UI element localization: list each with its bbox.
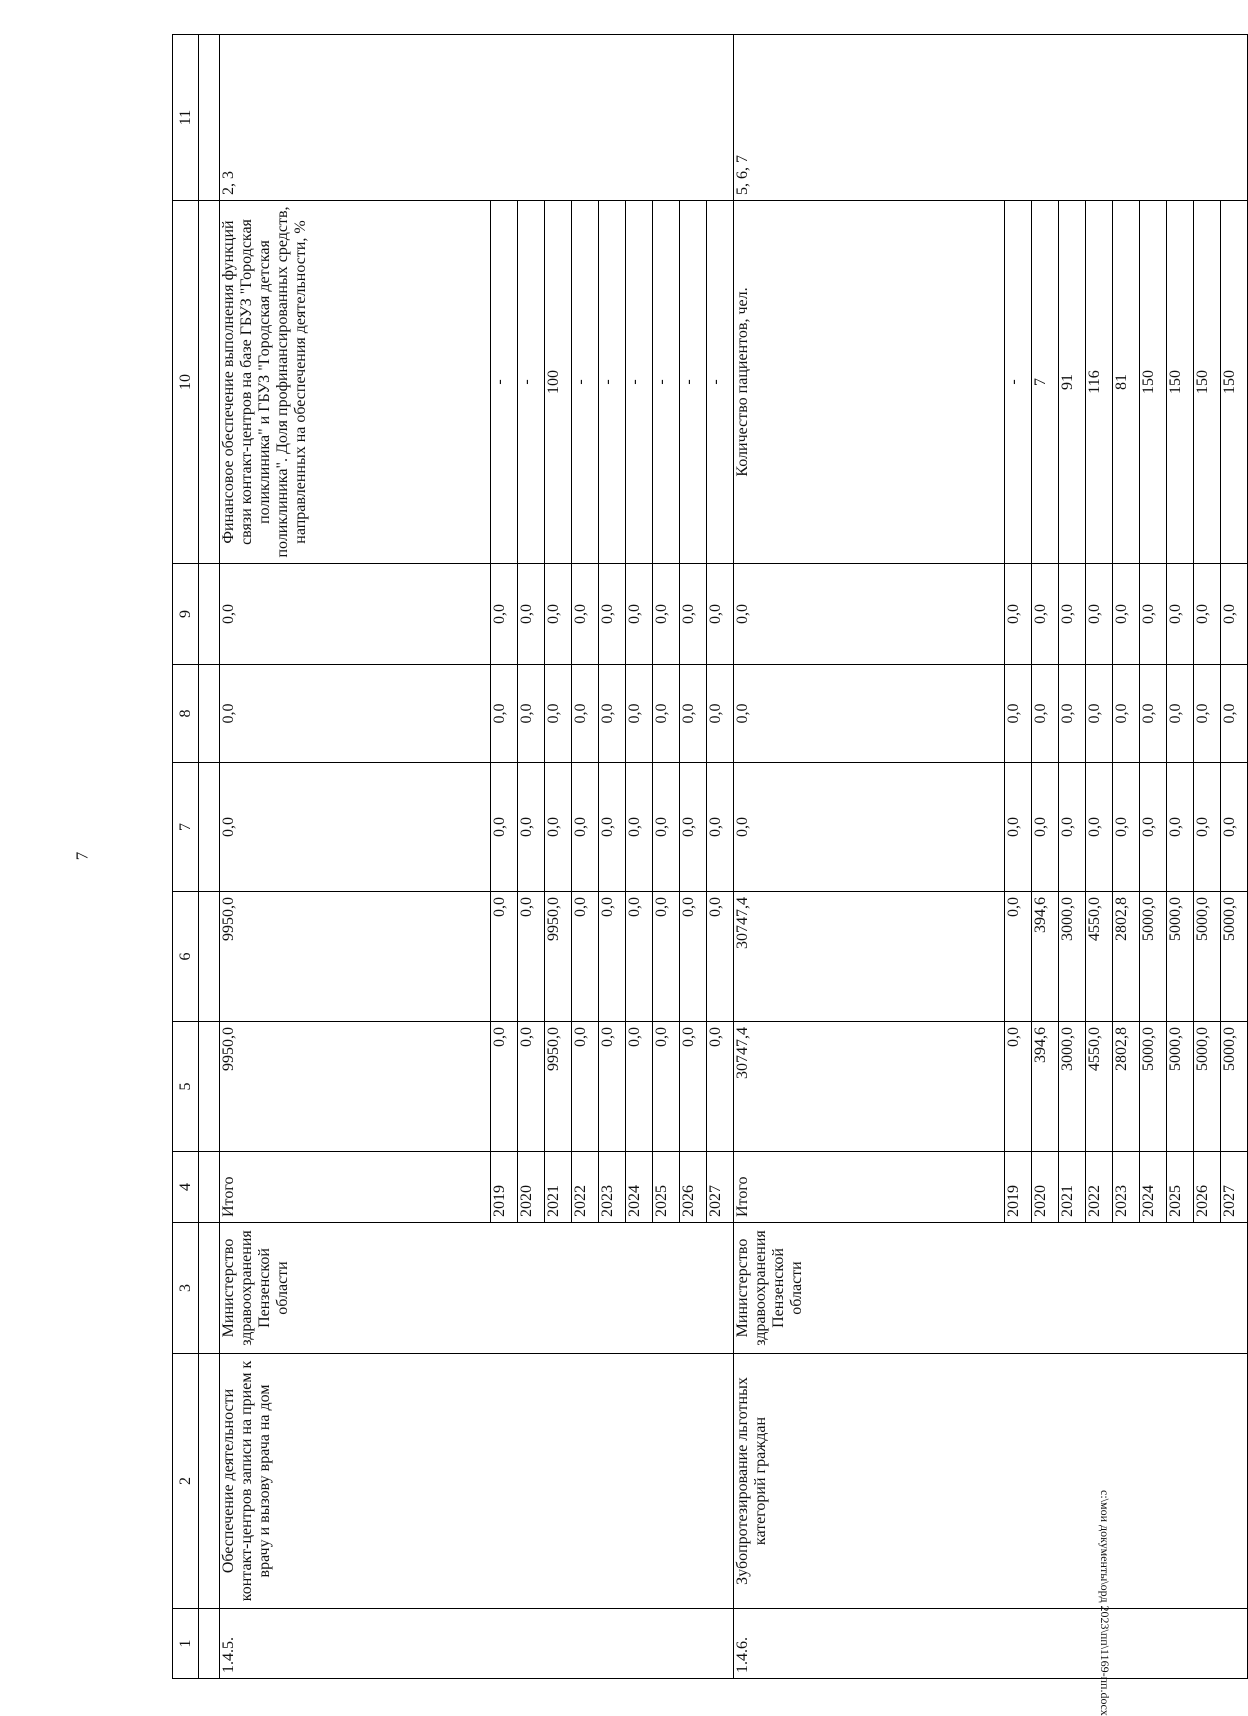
- spacer-cell: [199, 1223, 220, 1354]
- year-value: 0,0: [653, 665, 680, 763]
- indicator-value: -: [491, 201, 518, 564]
- header-cell: 1: [173, 1609, 199, 1679]
- header-cell: 10: [173, 201, 199, 564]
- measure-executor: Министерство здравоохранения Пензенской области: [220, 1223, 734, 1354]
- year-cell: 2019: [491, 1152, 518, 1223]
- year-value: 2802,8: [1113, 892, 1140, 1022]
- year-value: 0,0: [653, 1022, 680, 1152]
- year-cell: 2027: [1221, 1152, 1248, 1223]
- year-value: 0,0: [599, 892, 626, 1022]
- indicator-value: 150: [1194, 201, 1221, 564]
- year-value: 0,0: [1113, 665, 1140, 763]
- indicator-value: -: [653, 201, 680, 564]
- indicator-value: 116: [1086, 201, 1113, 564]
- year-value: 0,0: [572, 763, 599, 892]
- indicator-value: -: [572, 201, 599, 564]
- year-value: 0,0: [599, 763, 626, 892]
- total-value: 0,0: [734, 665, 1005, 763]
- total-label: Итого: [220, 1152, 491, 1223]
- year-value: 0,0: [1086, 564, 1113, 665]
- year-value: 0,0: [1032, 564, 1059, 665]
- year-value: 0,0: [545, 763, 572, 892]
- year-cell: 2022: [572, 1152, 599, 1223]
- year-value: 0,0: [1086, 763, 1113, 892]
- year-value: 0,0: [599, 665, 626, 763]
- year-value: 5000,0: [1221, 892, 1248, 1022]
- year-value: 0,0: [1059, 665, 1086, 763]
- total-value: 9950,0: [220, 1022, 491, 1152]
- year-value: 0,0: [707, 665, 734, 763]
- total-value: 0,0: [220, 665, 491, 763]
- measure-code: 1.4.5.: [220, 1609, 734, 1679]
- header-cell: 9: [173, 564, 199, 665]
- year-cell: 2020: [518, 1152, 545, 1223]
- header-cell: 8: [173, 665, 199, 763]
- year-value: 0,0: [1167, 564, 1194, 665]
- year-value: 0,0: [1059, 564, 1086, 665]
- year-value: 3000,0: [1059, 892, 1086, 1022]
- total-value: 0,0: [734, 763, 1005, 892]
- year-cell: 2019: [1005, 1152, 1032, 1223]
- year-value: 5000,0: [1140, 1022, 1167, 1152]
- year-value: 0,0: [626, 564, 653, 665]
- indicator-value: -: [626, 201, 653, 564]
- year-value: 4550,0: [1086, 1022, 1113, 1152]
- year-value: 0,0: [545, 564, 572, 665]
- year-value: 0,0: [518, 763, 545, 892]
- header-cell: 6: [173, 892, 199, 1022]
- year-cell: 2024: [1140, 1152, 1167, 1223]
- year-value: 0,0: [1167, 665, 1194, 763]
- total-value: 0,0: [734, 564, 1005, 665]
- footer-file-path: c:\мои документы\орд 2023\пп\1169-пп.docx: [1098, 1490, 1112, 1716]
- header-cell: 4: [173, 1152, 199, 1223]
- year-value: 0,0: [1194, 564, 1221, 665]
- spacer-cell: [199, 763, 220, 892]
- indicator-name: Финансовое обеспечение выполнения функций связи контакт-центров на базе ГБУЗ "Городская поликлиника" и ГБУЗ "Городская детская поликлиника". Доля профинансированных средств, направленных на обеспечения деятельности, %: [220, 201, 491, 564]
- year-value: 5000,0: [1167, 1022, 1194, 1152]
- spacer-cell: [199, 665, 220, 763]
- year-value: 394,6: [1032, 892, 1059, 1022]
- year-value: 0,0: [1005, 564, 1032, 665]
- year-value: 0,0: [1005, 763, 1032, 892]
- year-value: 0,0: [572, 1022, 599, 1152]
- year-value: 0,0: [680, 1022, 707, 1152]
- year-value: 5000,0: [1140, 892, 1167, 1022]
- indicator-value: -: [680, 201, 707, 564]
- year-value: 0,0: [518, 892, 545, 1022]
- spacer-cell: [199, 892, 220, 1022]
- total-value: 9950,0: [220, 892, 491, 1022]
- year-value: 0,0: [599, 1022, 626, 1152]
- spacer-cell: [199, 1609, 220, 1679]
- program-table: [172, 34, 1248, 1679]
- measure-code: 1.4.6.: [734, 1609, 1248, 1679]
- year-value: 9950,0: [545, 1022, 572, 1152]
- total-value: 0,0: [220, 763, 491, 892]
- year-value: 0,0: [1140, 763, 1167, 892]
- header-cell: 7: [173, 763, 199, 892]
- year-value: 0,0: [545, 665, 572, 763]
- year-value: 0,0: [1194, 763, 1221, 892]
- year-value: 0,0: [680, 564, 707, 665]
- year-value: 0,0: [680, 763, 707, 892]
- year-value: 0,0: [680, 665, 707, 763]
- year-value: 0,0: [1221, 763, 1248, 892]
- year-cell: 2025: [1167, 1152, 1194, 1223]
- year-cell: 2021: [1059, 1152, 1086, 1223]
- spacer-row: [199, 35, 220, 1679]
- year-value: 0,0: [1086, 665, 1113, 763]
- year-cell: 2023: [1113, 1152, 1140, 1223]
- indicator-value: 91: [1059, 201, 1086, 564]
- year-cell: 2025: [653, 1152, 680, 1223]
- year-cell: 2027: [707, 1152, 734, 1223]
- year-value: 0,0: [491, 763, 518, 892]
- year-value: 0,0: [491, 892, 518, 1022]
- year-value: 5000,0: [1194, 892, 1221, 1022]
- year-value: 0,0: [599, 564, 626, 665]
- year-cell: 2022: [1086, 1152, 1113, 1223]
- year-value: 0,0: [626, 892, 653, 1022]
- indicator-value: 7: [1032, 201, 1059, 564]
- year-cell: 2021: [545, 1152, 572, 1223]
- indicator-value: 100: [545, 201, 572, 564]
- year-cell: 2026: [680, 1152, 707, 1223]
- indicator-value: 150: [1167, 201, 1194, 564]
- spacer-cell: [199, 1022, 220, 1152]
- spacer-cell: [199, 201, 220, 564]
- year-value: 4550,0: [1086, 892, 1113, 1022]
- year-value: 0,0: [1005, 1022, 1032, 1152]
- year-value: 0,0: [1194, 665, 1221, 763]
- year-value: 394,6: [1032, 1022, 1059, 1152]
- indicator-value: -: [599, 201, 626, 564]
- page-number: 7: [72, 851, 92, 861]
- total-value: 0,0: [220, 564, 491, 665]
- year-value: 0,0: [626, 665, 653, 763]
- header-cell: 5: [173, 1022, 199, 1152]
- year-value: 0,0: [1005, 665, 1032, 763]
- year-value: 0,0: [1221, 665, 1248, 763]
- indicator-name: Количество пациентов, чел.: [734, 201, 1005, 564]
- year-value: 0,0: [626, 763, 653, 892]
- year-cell: 2023: [599, 1152, 626, 1223]
- year-value: 0,0: [491, 1022, 518, 1152]
- year-value: 0,0: [1113, 564, 1140, 665]
- indicator-value: -: [518, 201, 545, 564]
- year-value: 0,0: [680, 892, 707, 1022]
- header-cell: 11: [173, 35, 199, 201]
- year-value: 0,0: [1005, 892, 1032, 1022]
- measure-name: Зубопротезирование льготных категорий граждан: [734, 1354, 1248, 1609]
- year-value: 0,0: [707, 763, 734, 892]
- year-value: 0,0: [491, 665, 518, 763]
- year-value: 0,0: [1113, 763, 1140, 892]
- year-value: 5000,0: [1221, 1022, 1248, 1152]
- measure-executor: Министерство здравоохранения Пензенской области: [734, 1223, 1248, 1354]
- year-value: 0,0: [653, 763, 680, 892]
- total-value: 30747,4: [734, 892, 1005, 1022]
- table-body: [173, 35, 1248, 1679]
- indicator-value: 81: [1113, 201, 1140, 564]
- year-cell: 2026: [1194, 1152, 1221, 1223]
- spacer-cell: [199, 1152, 220, 1223]
- measure-row: [734, 35, 1005, 1679]
- year-value: 0,0: [1032, 665, 1059, 763]
- year-cell: 2020: [1032, 1152, 1059, 1223]
- total-label: Итого: [734, 1152, 1005, 1223]
- measure-row: [220, 35, 491, 1679]
- year-value: 5000,0: [1167, 892, 1194, 1022]
- spacer-cell: [199, 35, 220, 201]
- header-cell: 3: [173, 1223, 199, 1354]
- year-value: 0,0: [707, 564, 734, 665]
- indicator-value: 150: [1140, 201, 1167, 564]
- year-value: 0,0: [626, 1022, 653, 1152]
- spacer-cell: [199, 564, 220, 665]
- year-value: 0,0: [1221, 564, 1248, 665]
- year-value: 0,0: [518, 665, 545, 763]
- year-value: 3000,0: [1059, 1022, 1086, 1152]
- reference-numbers: 2, 3: [220, 35, 734, 201]
- year-value: 0,0: [518, 564, 545, 665]
- year-value: 0,0: [572, 892, 599, 1022]
- reference-numbers: 5, 6, 7: [734, 35, 1248, 201]
- year-value: 0,0: [1059, 763, 1086, 892]
- indicator-value: 150: [1221, 201, 1248, 564]
- year-value: 0,0: [653, 892, 680, 1022]
- year-value: 5000,0: [1194, 1022, 1221, 1152]
- year-value: 0,0: [491, 564, 518, 665]
- year-value: 0,0: [1032, 763, 1059, 892]
- year-value: 0,0: [572, 665, 599, 763]
- year-value: 9950,0: [545, 892, 572, 1022]
- year-value: 0,0: [572, 564, 599, 665]
- indicator-value: -: [707, 201, 734, 564]
- year-value: 0,0: [1140, 665, 1167, 763]
- header-cell: 2: [173, 1354, 199, 1609]
- year-value: 0,0: [518, 1022, 545, 1152]
- year-value: 0,0: [707, 1022, 734, 1152]
- year-value: 0,0: [1140, 564, 1167, 665]
- year-cell: 2024: [626, 1152, 653, 1223]
- year-value: 2802,8: [1113, 1022, 1140, 1152]
- header-row: [173, 35, 199, 1679]
- spacer-cell: [199, 1354, 220, 1609]
- year-value: 0,0: [653, 564, 680, 665]
- year-value: 0,0: [707, 892, 734, 1022]
- year-value: 0,0: [1167, 763, 1194, 892]
- indicator-value: -: [1005, 201, 1032, 564]
- measure-name: Обеспечение деятельности контакт-центров записи на прием к врачу и вызову врача на дом: [220, 1354, 734, 1609]
- total-value: 30747,4: [734, 1022, 1005, 1152]
